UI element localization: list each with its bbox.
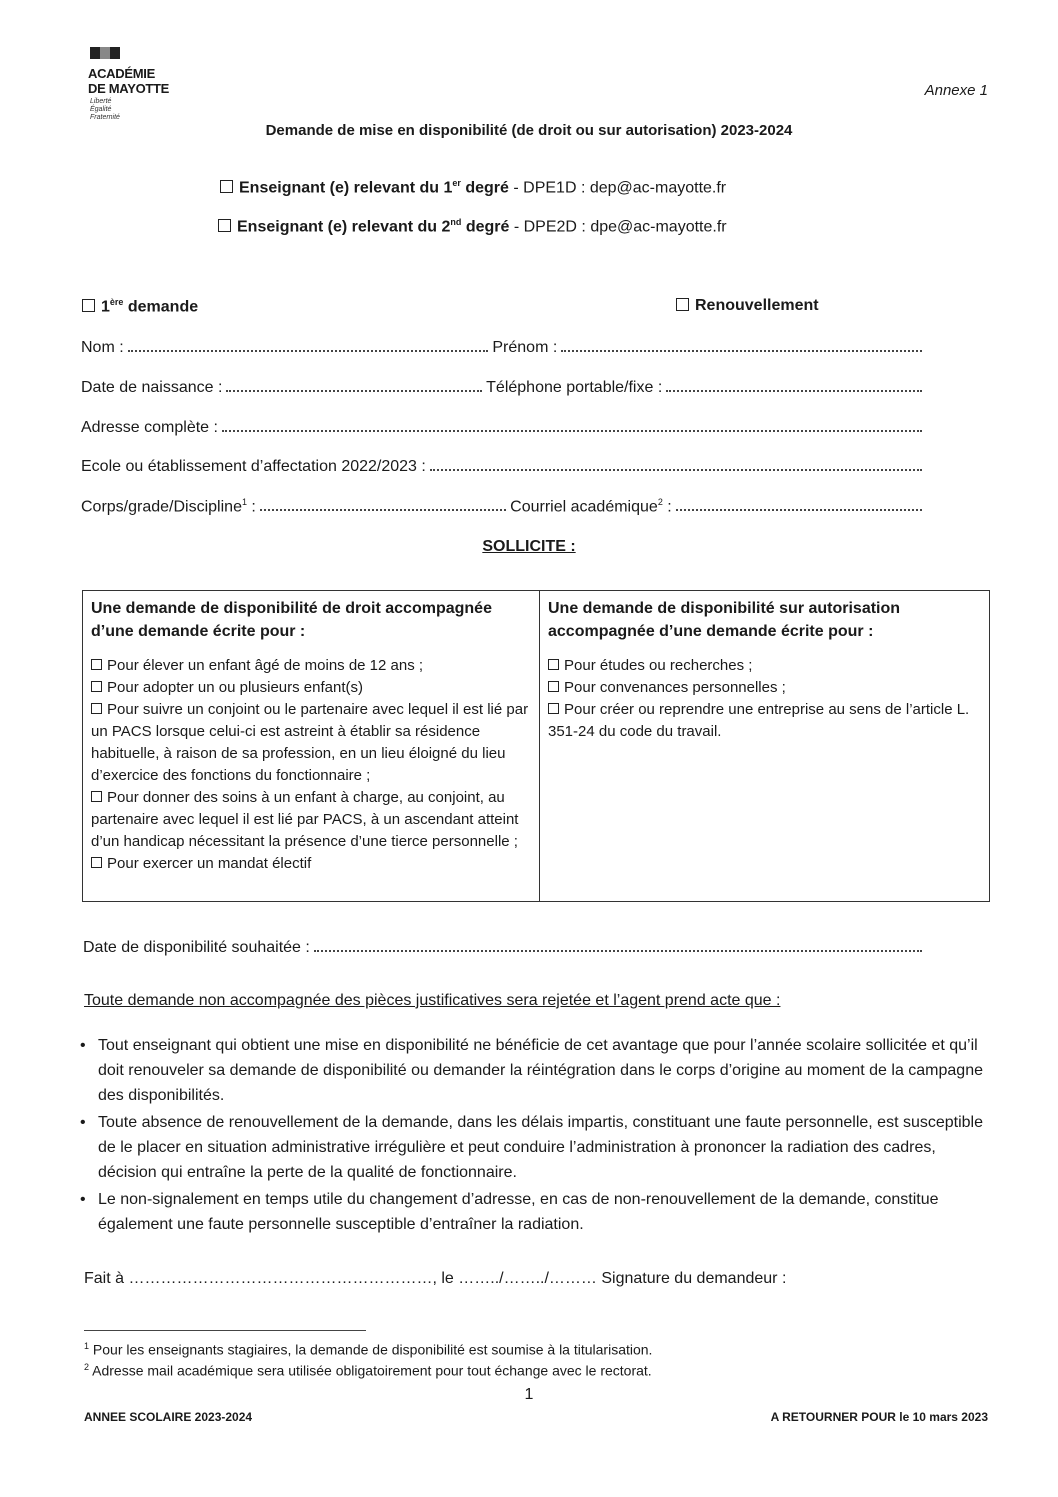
field-row-school <box>81 457 926 476</box>
droit-option[interactable]: Pour adopter un ou plusieurs enfant(s) <box>91 677 531 699</box>
checkbox[interactable] <box>548 659 559 670</box>
corps-field[interactable] <box>260 497 506 511</box>
telephone-field[interactable] <box>666 378 922 392</box>
field-row-birth <box>81 378 926 397</box>
condition-item: • Tout enseignant qui obtient une mise en disponibilité ne bénéficie de cet avantage que pour l’année scolaire sollicitée et qu’il doit renouveler sa demande de disponibilité ou demander la réintégration dans le corps d’origine au moment de la campagne des disponibilités. <box>80 1033 985 1108</box>
condition-item: • Le non-signalement en temps utile du changement d’adresse, en cas de non-renouvellement de la demande, constitue également une faute personnelle susceptible d’entraîner la radiation. <box>80 1187 985 1237</box>
annexe-label: Annexe 1 <box>924 82 988 99</box>
nom-label: Nom : <box>81 339 124 356</box>
adresse-label: Adresse complète : <box>81 419 218 436</box>
checkbox[interactable] <box>91 703 102 714</box>
footer-deadline: A RETOURNER POUR le 10 mars 2023 <box>770 1410 988 1424</box>
logo-motto: Liberté Égalité Fraternité <box>90 98 120 121</box>
degree2-option[interactable]: Enseignant (e) relevant du 2nd degré - DPE2D : dpe@ac-mayotte.fr <box>218 217 727 236</box>
checkbox[interactable] <box>91 791 102 802</box>
field-row-name <box>81 338 926 357</box>
ecole-field[interactable] <box>430 457 922 471</box>
degree1-checkbox[interactable] <box>220 180 233 193</box>
autorisation-option[interactable]: Pour études ou recherches ; <box>548 655 981 677</box>
page-number: 1 <box>524 1386 534 1403</box>
signature-line[interactable]: Fait à …………………………………………………, le ……../……../……… Signature du demandeur : <box>84 1270 787 1287</box>
col-autorisation-heading: Une demande de disponibilité sur autorisation accompagnée d’une demande écrite pour : <box>548 600 901 640</box>
autorisation-option[interactable]: Pour créer ou reprendre une entreprise au sens de l’article L. 351-24 du code du travail. <box>548 701 970 740</box>
marianne-icon <box>90 46 120 58</box>
checkbox[interactable] <box>91 681 102 692</box>
ecole-label: Ecole ou établissement d’affectation 2022/2023 : <box>81 458 426 475</box>
autorisation-option[interactable]: Pour convenances personnelles ; <box>548 677 981 699</box>
adresse-field[interactable] <box>222 418 922 432</box>
footer-school-year: ANNEE SCOLAIRE 2023-2024 <box>84 1410 253 1424</box>
prenom-label: Prénom : <box>492 339 558 356</box>
field-row-date <box>83 938 926 957</box>
naissance-field[interactable] <box>226 378 482 392</box>
naissance-label: Date de naissance : <box>81 379 223 396</box>
field-row-address <box>81 418 926 437</box>
prenom-field[interactable] <box>561 338 922 352</box>
solicite-heading: SOLLICITE : <box>482 538 576 555</box>
droit-option[interactable]: Pour donner des soins à un enfant à charge, au conjoint, au partenaire avec lequel il est lié par PACS, à un ascendant atteint d’un handicap nécessitant la présence d’une tierce personnelle ; <box>91 789 519 850</box>
page-title: Demande de mise en disponibilité (de droit ou sur autorisation) 2023-2024 <box>265 122 793 139</box>
renewal-option[interactable]: Renouvellement <box>676 297 819 315</box>
date-field[interactable] <box>314 938 922 952</box>
checkbox[interactable] <box>91 857 102 868</box>
col-autorisation <box>540 591 989 901</box>
warning-text: Toute demande non accompagnée des pièces justificatives sera rejetée et l’agent prend acte que : <box>84 992 781 1009</box>
nom-field[interactable] <box>128 338 489 352</box>
degree1-option[interactable]: Enseignant (e) relevant du 1er degré - DPE1D : dep@ac-mayotte.fr <box>220 178 726 197</box>
degree2-checkbox[interactable] <box>218 219 231 232</box>
field-row-corps <box>81 497 926 516</box>
condition-item: • Toute absence de renouvellement de la demande, dans les délais impartis, constituant une faute personnelle, est susceptible de le placer en situation administrative irrégulière et peut conduire l’administration à prononcer la radiation des cadres, décision qui entraîne la perte de la qualité de fonctionnaire. <box>80 1110 985 1185</box>
checkbox[interactable] <box>548 703 559 714</box>
options-table <box>82 590 990 902</box>
first-request-option[interactable]: 1ère demande <box>82 297 198 316</box>
academie-logo <box>88 46 198 126</box>
telephone-label: Téléphone portable/fixe : <box>486 379 663 396</box>
courriel-label: Courriel académique$^2$ : <box>510 497 672 516</box>
droit-option[interactable]: Pour exercer un mandat électif <box>91 853 531 875</box>
droit-option[interactable]: Pour élever un enfant âgé de moins de 12 ans ; <box>91 655 531 677</box>
renewal-checkbox[interactable] <box>676 298 689 311</box>
corps-label: Corps/grade/Discipline$^1$ : <box>81 497 256 516</box>
courriel-field[interactable] <box>676 497 922 511</box>
logo-line1: ACADÉMIE <box>88 66 155 81</box>
droit-option[interactable]: Pour suivre un conjoint ou le partenaire avec lequel il est lié par un PACS lorsque celui-ci est astreint à établir sa résidence habituelle, à raison de sa profession, en un lieu éloigné du lieu d’exercice des fonctions du fonctionnaire ; <box>91 701 529 784</box>
footnote-1: $^1$ Pour les enseignants stagiaires, la demande de disponibilité est soumise à la titularisation. <box>84 1341 653 1358</box>
checkbox[interactable] <box>548 681 559 692</box>
col-droit-heading: Une demande de disponibilité de droit accompagnée d’une demande écrite pour : <box>91 600 492 640</box>
date-label: Date de disponibilité souhaitée : <box>83 939 310 956</box>
first-request-checkbox[interactable] <box>82 299 95 312</box>
logo-line2: DE MAYOTTE <box>88 81 170 96</box>
col-droit <box>83 591 540 901</box>
checkbox[interactable] <box>91 659 102 670</box>
footnote-2: $^2$ Adresse mail académique sera utilisée obligatoirement pour tout échange avec le rectorat. <box>84 1362 652 1379</box>
conditions-list <box>80 1033 985 1239</box>
footnote-divider <box>84 1330 366 1331</box>
